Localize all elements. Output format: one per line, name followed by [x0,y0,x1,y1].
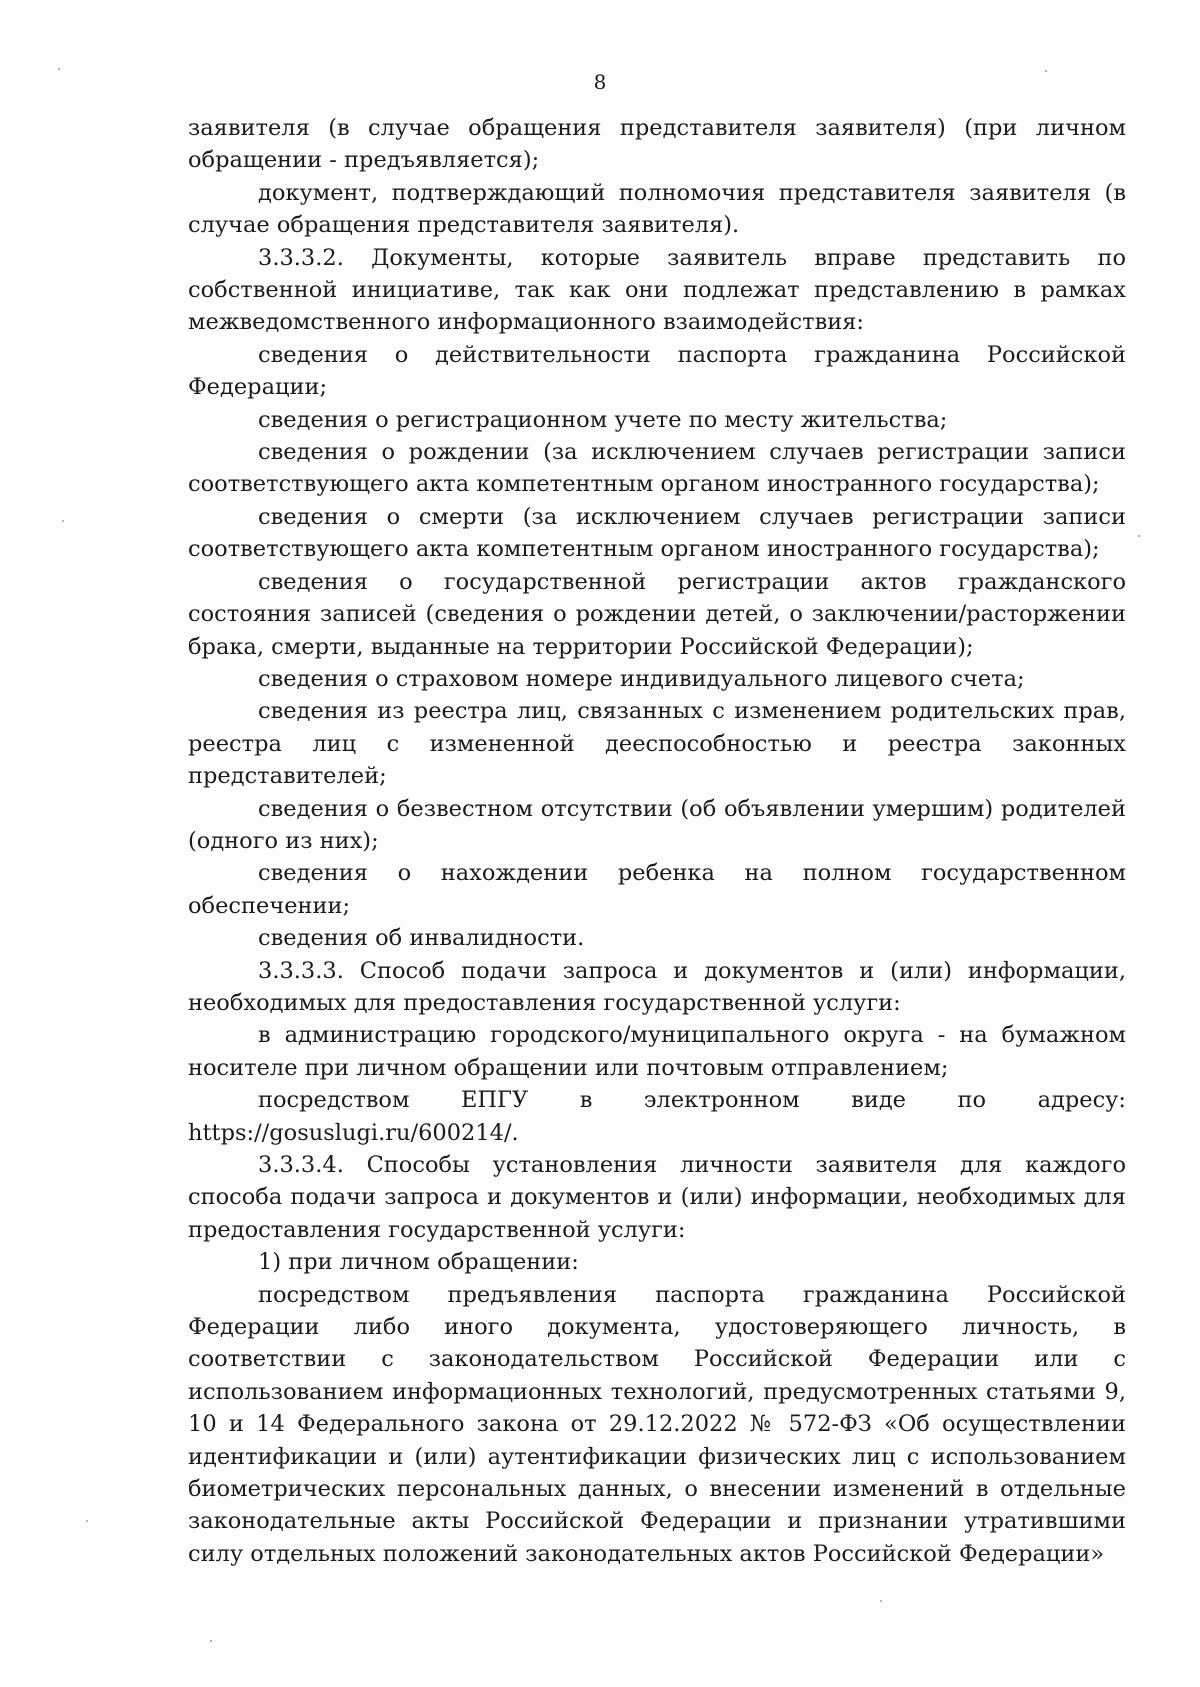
paragraph: сведения о государственной регистрации актов гражданского состояния записей (сведения о рождении детей, о заключении/расторжении брака, смерти, выданные на территории Российской Федерации); [188,568,1126,660]
paragraph: сведения о безвестном отсутствии (об объявлении умершим) родителей (одного из них); [188,795,1126,854]
paragraph: сведения о смерти (за исключением случаев регистрации записи соответствующего акта компетентным органом иностранного государства); [188,503,1126,563]
paragraph: сведения из реестра лиц, связанных с изменением родительских прав, реестра лиц с измененной дееспособностью и реестра законных представителей; [188,698,1126,790]
scan-speck [1045,70,1047,72]
scan-speck [210,1640,212,1642]
paragraph: 3.3.3.2. Документы, которые заявитель вправе представить по собственной инициативе, так как они подлежат представлению в рамках межведомственного информационного взаимодействия: [188,244,1126,336]
paragraph: посредством ЕПГУ в электронном виде по адресу: https://gosuslugi.ru/600214/. [188,1087,1126,1146]
paragraph: 3.3.3.4. Способы установления личности заявителя для каждого способа подачи запроса и документов и (или) информации, необходимых для предоставления государственной услуги: [188,1152,1126,1243]
paragraph: посредством предъявления паспорта гражданина Российской Федерации либо иного документа, удостоверяющего личность, в соответствии с законодательством Российской Федерации или с использованием информационных технологий, предусмотренных статьями 9, 10 и 14 Федерального закона от 29.12.2022 № 572-ФЗ «Об осуществлении идентификации и (или) аутентификации физических лиц с использованием биометрических персональных данных, о внесении изменений в отдельные законодательные акты Российской Федерации и признании утратившими силу отдельных положений законодательных актов Российской Федерации» [188,1281,1126,1567]
document-body [188,112,1126,1570]
scan-speck [880,1600,882,1602]
paragraph: сведения о действительности паспорта гражданина Российской Федерации; [188,341,1126,401]
page-number: 8 [593,70,607,94]
paragraph: документ, подтверждающий полномочия представителя заявителя (в случае обращения представителя заявителя). [188,179,1126,239]
paragraph: заявителя (в случае обращения представителя заявителя) (при личном обращении - предъявляется); [188,115,1126,174]
paragraph: сведения о рождении (за исключением случаев регистрации записи соответствующего акта компетентным органом иностранного государства); [188,439,1126,498]
paragraph: сведения об инвалидности. [258,925,585,952]
scan-speck [86,1520,88,1522]
paragraph: сведения о регистрационном учете по месту жительства; [258,406,948,433]
scan-speck [62,520,64,522]
paragraph: сведения о страховом номере индивидуального лицевого счета; [258,665,1025,692]
paragraph: в администрацию городского/муниципального округа - на бумажном носителе при личном обращении или почтовым отправлением; [188,1022,1126,1081]
scan-speck [1138,535,1140,537]
paragraph: 3.3.3.3. Способ подачи запроса и документов и (или) информации, необходимых для предоставления государственной услуги: [188,957,1126,1016]
paragraph: сведения о нахождении ребенка на полном государственном обеспечении; [188,860,1126,919]
paragraph: 1) при личном обращении: [258,1249,579,1276]
scan-speck [58,68,60,70]
